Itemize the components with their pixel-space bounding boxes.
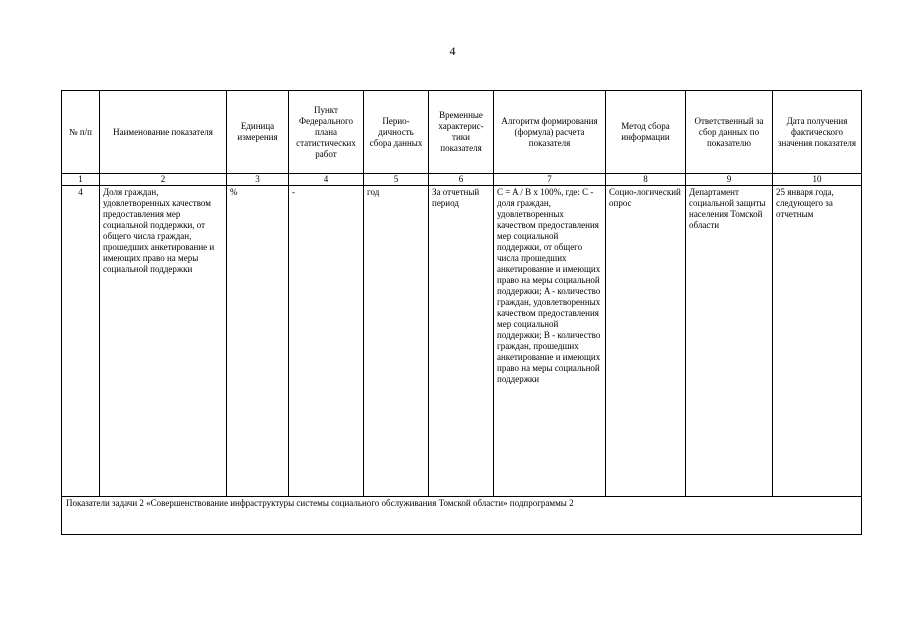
header-cell: Пункт Федерального плана статистических работ — [289, 91, 364, 174]
header-row — [62, 91, 862, 174]
column-number-cell: 1 — [62, 174, 100, 186]
indicators-table — [61, 90, 862, 535]
table-row — [62, 186, 862, 497]
header-cell: Ответственный за сбор данных по показателю — [686, 91, 773, 174]
column-number-cell: 10 — [773, 174, 862, 186]
column-number-cell: 9 — [686, 174, 773, 186]
column-number-cell: 7 — [494, 174, 606, 186]
method-cell: Социо-логический опрос — [606, 186, 686, 497]
header-cell: Наименование показателя — [100, 91, 227, 174]
column-number-cell: 4 — [289, 174, 364, 186]
page-number: 4 — [449, 44, 456, 58]
header-cell: Единица измерения — [227, 91, 289, 174]
row-number-cell: 4 — [62, 186, 100, 497]
header-cell: Дата получения фактического значения показателя — [773, 91, 862, 174]
column-number-cell: 6 — [429, 174, 494, 186]
date-cell: 25 января года, следующего за отчетным — [773, 186, 862, 497]
header-cell: Алгоритм формирования (формула) расчета показателя — [494, 91, 606, 174]
column-number-cell: 3 — [227, 174, 289, 186]
header-cell: Перио-дичность сбора данных — [364, 91, 429, 174]
header-cell: Метод сбора информации — [606, 91, 686, 174]
column-number-cell: 5 — [364, 174, 429, 186]
section-subheading-row — [62, 497, 862, 535]
column-number-row — [62, 174, 862, 186]
header-cell: № п/п — [62, 91, 100, 174]
column-number-cell: 2 — [100, 174, 227, 186]
header-cell: Временные характерис-тики показателя — [429, 91, 494, 174]
column-number-cell: 8 — [606, 174, 686, 186]
time-characteristics-cell: За отчетный период — [429, 186, 494, 497]
section-subheading: Показатели задачи 2 «Совершенствование инфраструктуры системы социального обслуживания Томской области» подпрограммы 2 — [62, 497, 862, 535]
periodicity-cell: год — [364, 186, 429, 497]
algorithm-cell: C = A / B x 100%, где: C - доля граждан, удовлетворенных качеством предоставления мер социальной поддержки, от общего числа прошедших анкетирование и имеющих право на меры социальной поддержки; A - количество граждан, удовлетворенных качеством предоставления мер социальной поддержки; B - количество граждан, прошедших анкетирование и имеющих право на меры социальной поддержки — [494, 186, 606, 497]
fed-plan-cell: - — [289, 186, 364, 497]
responsible-cell: Департамент социальной защиты населения Томской области — [686, 186, 773, 497]
indicator-name-cell: Доля граждан, удовлетворенных качеством предоставления мер социальной поддержки, от общего числа граждан, прошедших анкетирование и имеющих право на меры социальной поддержки — [100, 186, 227, 497]
unit-cell: % — [227, 186, 289, 497]
